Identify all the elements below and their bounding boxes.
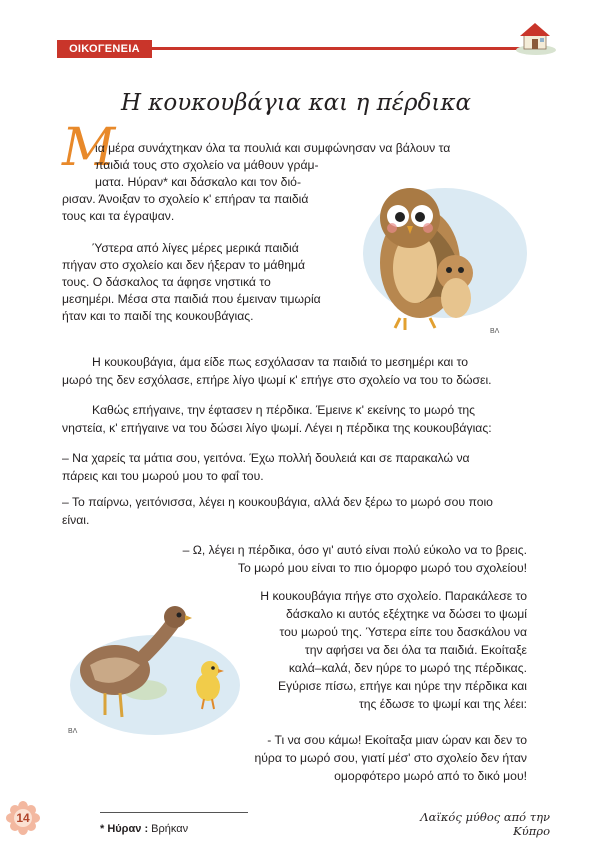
paragraph-8-line-1: Η κουκουβάγια πήγε στο σχολείο. Παρακάλεσε το (260, 589, 527, 603)
paragraph-2-line-2: πήγαν στο σχολείο και δεν ήξεραν το μάθημά (62, 258, 306, 272)
paragraph-7-line-2: Το μωρό μου είναι το πιο όμορφο μωρό του σχολείου! (237, 561, 527, 575)
story-source: Λαϊκός μύθος από την Κύπρο (420, 810, 550, 838)
paragraph-8-line-4: την αφήσει να δει όλα τα παιδιά. Εκοίταξε (304, 643, 527, 657)
footnote-term: * Ηύραν (100, 823, 142, 835)
partridge-signature: ΒΛ (68, 728, 78, 735)
paragraph-8-line-7: της έδωσε το ψωμί και της λέει: (358, 697, 527, 711)
paragraph-2-line-4: μεσημέρι. Μέσα στα παιδιά που έμειναν τιμωρία (62, 292, 321, 306)
paragraph-9-line-3: ομορφότερο μωρό από το δικό μου! (334, 769, 527, 783)
paragraph-1-line-4: ρισαν. Άνοιξαν το σχολείο κ' επήραν τα παιδιά (62, 192, 309, 206)
paragraph-1-line-5: τους και τα έγραψαν. (62, 209, 175, 223)
paragraph-8-line-2: δάσκαλο κι αυτός εξέχτηκε να δώσει το ψωμί (285, 607, 527, 621)
paragraph-6-line-1: – Το παίρνω, γειτόνισσα, λέγει η κουκουβάγια, αλλά δεν ξέρω το μωρό σου ποιο (62, 495, 493, 509)
footnote-separator: : (144, 823, 149, 835)
paragraph-5-line-1: – Να χαρείς τα μάτια σου, γειτόνα. Έχω πολλή δουλειά και σε παρακαλώ να (62, 451, 470, 465)
owl-signature: ΒΛ (490, 328, 500, 335)
house-icon (516, 20, 558, 56)
page-number: 14 (16, 811, 30, 825)
paragraph-2-line-5: ήταν και το παιδί της κουκουβάγιας. (62, 309, 254, 323)
paragraph-6-line-2: είναι. (62, 513, 90, 527)
paragraph-4-line-2: νηστεία, κ' επήγαινε να του δώσει λίγο ψωμί. Λέγει η πέρδικα της κουκουβάγιας: (62, 421, 492, 435)
footnote-rule (100, 812, 248, 813)
paragraph-8-line-3: του μωρού της. Ύστερα είπε του δασκάλου να (279, 625, 527, 639)
paragraph-2-line-1: Ύστερα από λίγες μέρες μερικά παιδιά (92, 241, 299, 255)
footnote (100, 823, 188, 835)
paragraph-8-line-6: Εγύρισε πίσω, επήγε και ηύρε την πέρδικα και (277, 679, 527, 693)
section-badge: ΟΙΚΟΓΕΝΕΙΑ (57, 40, 152, 58)
paragraph-1-line-1: ια μέρα συνάχτηκαν όλα τα πουλιά και συμφώνησαν να βάλουν τα (95, 141, 451, 155)
partridge-illustration (60, 595, 240, 745)
paragraph-1-line-2: παιδιά τους στο σχολείο να μάθουν γράμ- (95, 158, 319, 172)
story-title: Η κουκουβάγια και η πέρδικα (120, 90, 472, 116)
paragraph-7-line-1: – Ω, λέγει η πέρδικα, όσο γι' αυτό είναι πολύ εύκολο να το βρεις. (182, 543, 527, 557)
paragraph-3-line-2: μωρό της δεν εσχόλασε, επήρε λίγο ψωμί κ' επήγε στο σχολείο να του το δώσει. (62, 373, 492, 387)
paragraph-5-line-2: πάρεις και του μωρού μου το φαΐ του. (62, 469, 264, 483)
paragraph-1-line-3: ματα. Ηύραν* και δάσκαλο και τον διό- (95, 175, 302, 189)
paragraph-9-line-2: ηύρα το μωρό σου, γιατί μέσ' στο σχολείο δεν ήταν (254, 751, 527, 765)
paragraph-3-line-1: Η κουκουβάγια, άμα είδε πως εσχόλασαν τα παιδιά το μεσημέρι και το (92, 355, 469, 369)
drop-cap: Μ (62, 118, 116, 178)
owl-illustration (360, 178, 530, 338)
paragraph-4-line-1: Καθώς επήγαινε, την έφτασεν η πέρδικα. Έμεινε κ' εκείνης το μωρό της (92, 403, 476, 417)
footnote-meaning: Βρήκαν (151, 823, 189, 835)
paragraph-2-line-3: τους. Ο δάσκαλος τα άφησε νηστικά το (62, 275, 271, 289)
paragraph-8-line-5: καλά–καλά, δεν ηύρε το μωρό της πέρδικας. (288, 661, 527, 675)
paragraph-9-line-1: - Τι να σου κάμω! Εκοίταξα μιαν ώραν και δεν το (267, 733, 527, 747)
